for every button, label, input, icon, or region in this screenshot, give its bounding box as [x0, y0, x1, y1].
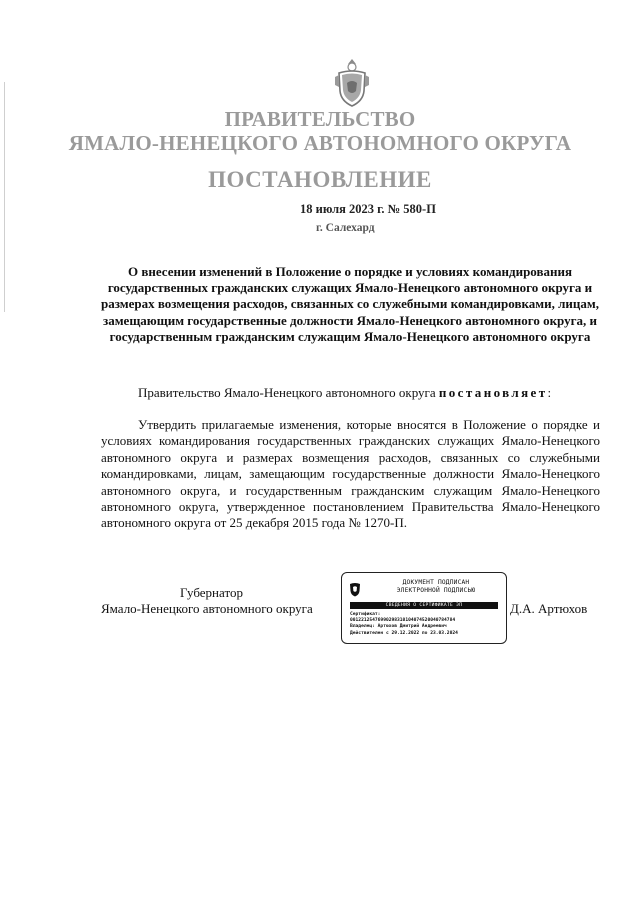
stamp-certificate-label: Сертификат: [350, 612, 381, 617]
document-subject: О внесении изменений в Положение о порядке и условиях командирования государственных гражданских служащих Ямало-Ненецкого автономного округа и размерах возмещения расходов, связанных со служебными командировками, лицам, замещающим государственные должности Ямало-Ненецкого автономного округа, и государственным гражданским служащим Ямало-Ненецкого автономного округа [101, 264, 599, 344]
government-title-line2: ЯМАЛО-НЕНЕЦКОГО АВТОНОМНОГО ОКРУГА [68, 131, 572, 155]
document-type: ПОСТАНОВЛЕНИЕ [208, 167, 432, 192]
signer-title-line2: Ямало-Ненецкого автономного округа [101, 601, 313, 616]
stamp-certificate-bar: СВЕДЕНИЯ О СЕРТИФИКАТЕ ЭП [350, 602, 498, 609]
stamp-header [370, 579, 502, 594]
stamp-details [350, 612, 502, 637]
coat-of-arms-icon [333, 57, 371, 109]
government-title-line1: ПРАВИТЕЛЬСТВО [224, 107, 416, 131]
stamp-certificate-id: 00122125476990298310104074520040784784 [350, 618, 456, 624]
signer-title-line1: Губернатор [180, 585, 243, 600]
document-body: Утвердить прилагаемые изменения, которые вносятся в Положение о порядке и условиях командирования государственных гражданских служащих Ямало-Ненецкого автономного округа и размерах возмещения расходов, связанных со служебными командировками, лицам, замещающим государственные должности Ямало-Ненецкого автономного округа, и государственным гражданским служащим Ямало-Ненецкого автономного округа, утвержденное постановлением Правительства Ямало-Ненецкого автономного округа от 25 декабря 2015 года № 1270-П. [101, 417, 600, 531]
government-title [0, 107, 640, 155]
electronic-signature-stamp [341, 572, 507, 644]
document-preamble [138, 385, 551, 401]
document-city: г. Салехард [316, 222, 375, 234]
preamble-text: Правительство Ямало-Ненецкого автономного округа [138, 385, 439, 400]
signer-name: Д.А. Артюхов [510, 601, 588, 616]
stamp-validity: Действителен с 29.12.2022 по 23.03.2024 [350, 630, 458, 636]
emblem-icon [348, 581, 362, 597]
stamp-owner: Владелец: Артюхов Дмитрий Андреевич [350, 624, 447, 630]
document-date-number: 18 июля 2023 г. № 580-П [300, 202, 436, 216]
preamble-keyword: постановляет [438, 385, 548, 400]
stamp-header-line2: ЭЛЕКТРОННОЙ ПОДПИСЬЮ [396, 586, 476, 594]
preamble-end: : [547, 385, 552, 400]
stamp-header-line1: ДОКУМЕНТ ПОДПИСАН [402, 579, 470, 586]
